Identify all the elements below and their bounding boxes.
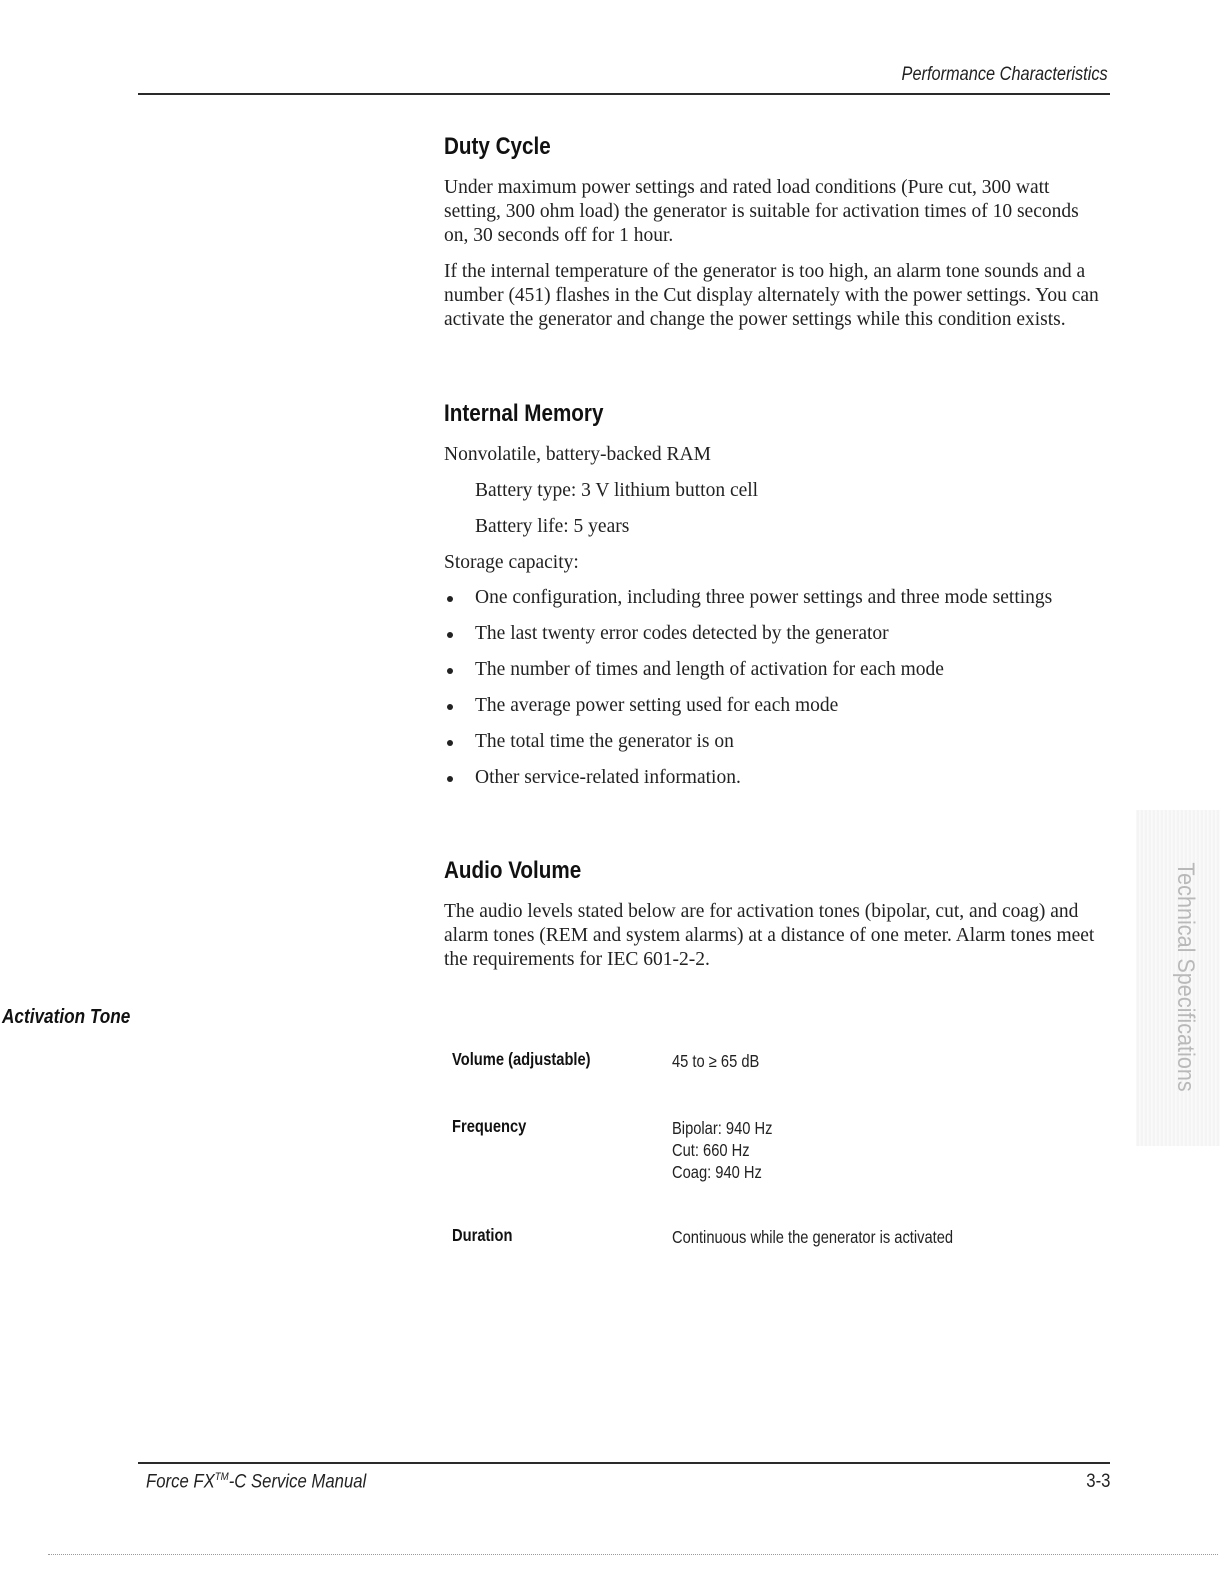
volume-value: 45 to ≥ 65 dB [672,1051,760,1071]
bullet-icon [447,740,453,746]
list-item: The average power setting used for each mode [444,694,1104,718]
bullet-icon [447,596,453,602]
list-item: The last twenty error codes detected by the generator [444,622,1104,646]
duration-label: Duration [452,1225,513,1245]
battery-type: Battery type: 3 V lithium button cell [475,480,759,501]
list-item: Other service-related information. [444,766,1104,790]
list-item: The number of times and length of activation for each mode [444,658,1104,682]
activation-tone-subheading: Activation Tone [2,1006,131,1028]
bullet-icon [447,632,453,638]
running-header: Performance Characteristics [901,64,1108,85]
list-item: The total time the generator is on [444,730,1104,754]
duration-value: Continuous while the generator is activated [672,1227,954,1247]
frequency-values [672,1117,773,1183]
storage-capacity-label: Storage capacity: [444,552,579,573]
audio-volume-heading: Audio Volume [444,857,582,884]
memory-intro: Nonvolatile, battery-backed RAM [444,444,711,465]
footer-rule [138,1462,1110,1464]
bullet-icon [447,668,453,674]
page-number: 3-3 [1085,1471,1110,1492]
frequency-label: Frequency [452,1116,527,1136]
section-side-tab-label: Technical Specifications [1172,862,1199,1092]
header-rule [138,93,1110,95]
storage-capacity-list [444,586,1104,802]
scan-edge-line [48,1554,1218,1555]
footer-manual-title: Force FX™-C Service Manual [146,1471,367,1493]
battery-life: Battery life: 5 years [475,516,630,537]
frequency-bipolar: Bipolar: 940 Hz [672,1118,773,1138]
internal-memory-heading: Internal Memory [444,400,604,427]
audio-volume-paragraph: The audio levels stated below are for activation tones (bipolar, cut, and coag) and alarm tones (REM and system alarms) at a distance of one meter. Alarm tones meet the requirements for IEC 601-2-2. [444,901,1095,970]
frequency-cut: Cut: 660 Hz [672,1140,750,1160]
trademark-mark: TM [214,1471,229,1483]
bullet-icon [447,704,453,710]
duty-cycle-paragraph-1: Under maximum power settings and rated load conditions (Pure cut, 300 watt setting, 300 ohm load) the generator is suitable for activation times of 10 seconds on, 30 seconds off for 1 hour. [444,177,1079,246]
frequency-coag: Coag: 940 Hz [672,1162,762,1182]
volume-label: Volume (adjustable) [452,1049,591,1069]
list-item: One configuration, including three power settings and three mode settings [444,586,1104,610]
duty-cycle-heading: Duty Cycle [444,133,551,160]
duty-cycle-paragraph-2: If the internal temperature of the generator is too high, an alarm tone sounds and a number (451) flashes in the Cut display alternately with the power settings. You can activate the generator and change the power settings while this condition exists. [444,261,1099,330]
bullet-icon [447,776,453,782]
